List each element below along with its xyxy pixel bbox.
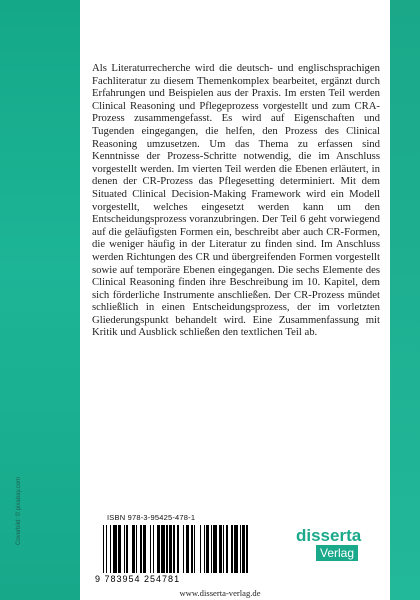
back-cover-blurb: Als Literaturrecherche wird die deutsch- und englischsprachigen Fachliteratur zu diesem Themenkomplex bearbeitet, ergänzt durch Erfahrungen und Beispielen aus der Praxis. Im ersten Teil werden Clinical Reasoning und Pflegeprozess vorgestellt und zum CRA-Prozess zusammengefasst. Es wird auf Eigenschaften und Tugenden eingegangen, die helfen, den Prozess des Clinical Reasoning umzusetzen. Um das Thema zu erfassen sind Kenntnisse der Prozess-Schritte notwendig, die im Anschluss vorgestellt werden. Im vierten Teil werden die Ebenen erläutert, in denen der CR-Prozess das Pflegesetting determiniert. Mit dem Situated Clinical Decision-Making Framework wird ein Modell vorgestellt, welches eingesetzt werden kann um den Entscheidungsprozess voranzubringen. Der Teil 6 geht vorwiegend auf die geläufigsten Formen ein, beschreibt aber auch CR-Formen, die weniger häufig in der Literatur zu finden sind. Im Anschluss werden Richtungen des CR und übergreifenden Formen vorgestellt sowie auf temporäre Ebenen eingegangen. Die sechs Elemente des Clinical Reasoning finden ihre Beschreibung im 10. Kapitel, dem sich förderliche Instrumente anschließen. Der CR-Prozess mündet schließlich in einen Entscheidungsprozess, der im vorletzten Gliederungspunkt behandelt wird. Eine Zusammenfassung mit Kritik und Ausblick schließen den textlichen Teil ab. [92,62,380,339]
right-teal-stripe [390,0,420,600]
left-teal-stripe [0,0,80,600]
logo-subtitle: Verlag [316,545,358,561]
barcode-digits: 9 783954 254781 [95,574,181,584]
isbn-barcode-block [93,513,249,593]
publisher-website: www.disserta-verlag.de [179,588,261,598]
publisher-logo [296,527,370,562]
barcode-graphic [103,525,249,573]
isbn-label: ISBN 978-3-95425-478-1 [107,513,196,522]
barcode-bar [248,525,249,573]
cover-image-credit: Coverbild: © pixabay.com [16,476,22,545]
logo-wordmark: disserta [296,526,362,545]
